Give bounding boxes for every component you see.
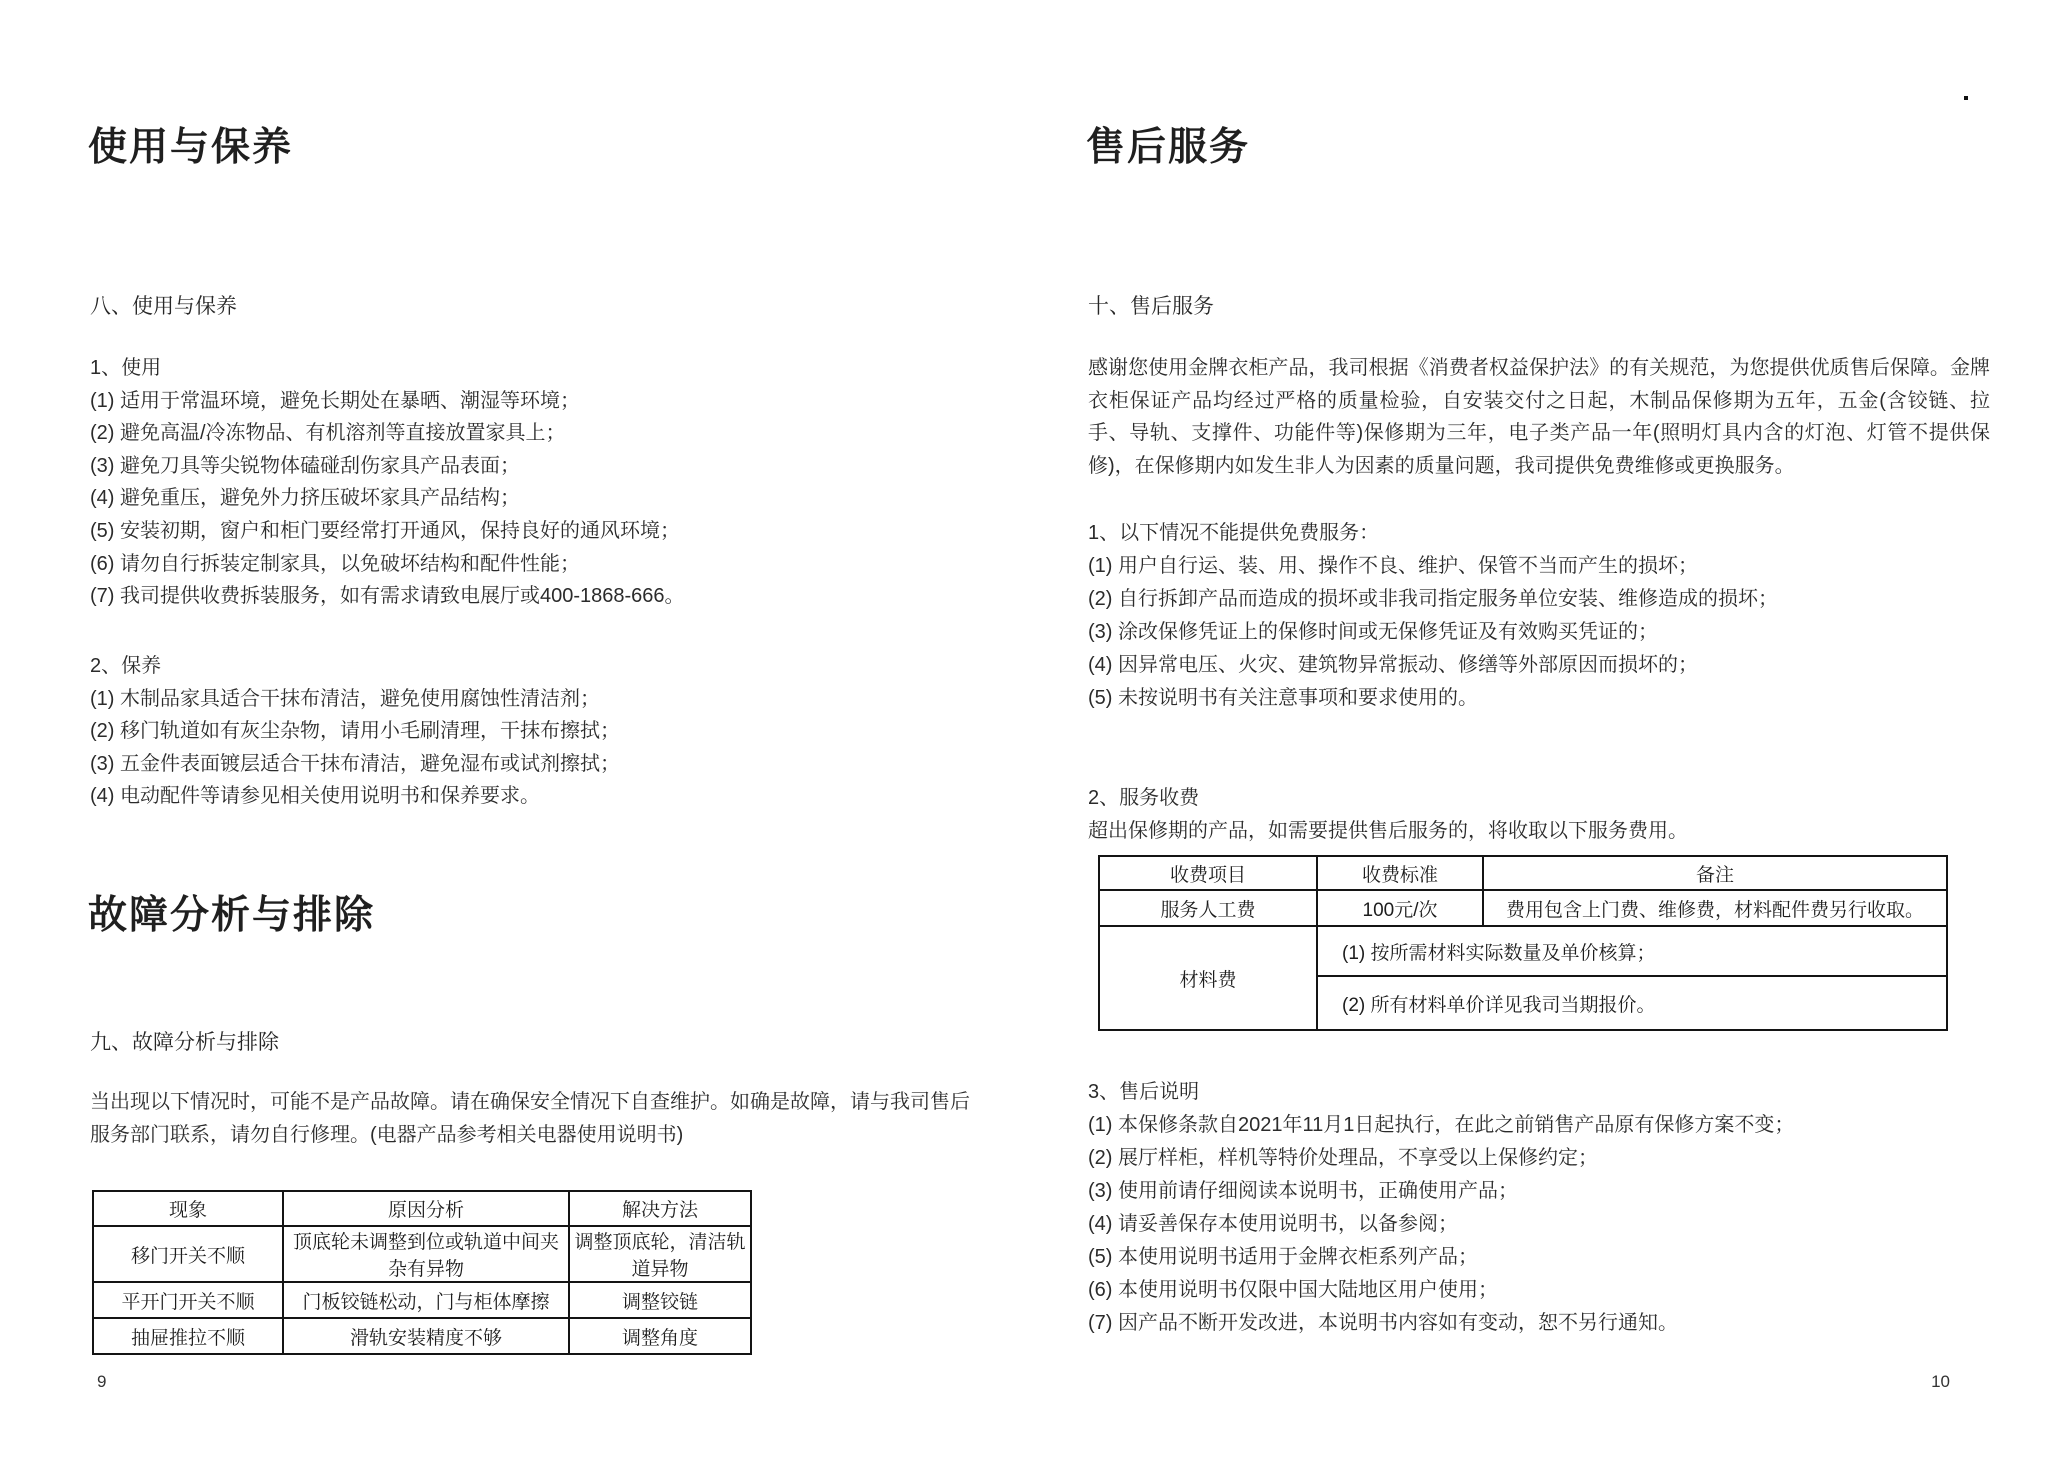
- cell-cause: 门板铰链松动，门与柜体摩擦: [283, 1282, 569, 1318]
- table-row: [93, 1226, 751, 1282]
- section-heading-fault: 九、故障分析与排除: [90, 1031, 279, 1054]
- cell-material-note-2: (2) 所有材料单价详见我司当期报价。: [1317, 976, 1947, 1030]
- fee-col-remark: 备注: [1483, 856, 1947, 890]
- fee-heading-block: [1088, 782, 1688, 848]
- free-service-list: [1088, 517, 1778, 715]
- cell-solution: 调整角度: [569, 1318, 751, 1354]
- list-item: (4) 请妥善保存本使用说明书，以备参阅；: [1088, 1213, 1458, 1235]
- list-item: (4) 避免重压，避免外力挤压破坏家具产品结构；: [90, 487, 520, 510]
- list-item: (5) 安装初期，窗户和柜门要经常打开通风，保持良好的通风环境；: [90, 519, 680, 542]
- cell-fee-remark: 费用包含上门费、维修费，材料配件费另行收取。: [1483, 890, 1947, 926]
- list-item: (3) 五金件表面镀层适合干抹布清洁，避免湿布或试剂擦拭；: [90, 752, 620, 775]
- section-heading-use-care: 八、使用与保养: [90, 295, 237, 318]
- fault-col-solution: 解决方法: [569, 1191, 751, 1226]
- cell-phenomenon: 抽屉推拉不顺: [93, 1318, 283, 1354]
- list-item: (3) 涂改保修凭证上的保修时间或无保修凭证及有效购买凭证的；: [1088, 621, 1658, 643]
- list-item: (2) 自行拆卸产品而造成的损坏或非我司指定服务单位安装、维修造成的损坏；: [1088, 588, 1778, 610]
- left-page-title-use-care: 使用与保养: [88, 126, 294, 169]
- fee-table: [1098, 855, 1948, 1031]
- list-item: (2) 移门轨道如有灰尘杂物，请用小毛刷清理，干抹布擦拭；: [90, 720, 620, 743]
- fee-intro: 超出保修期的产品，如需要提供售后服务的，将收取以下服务费用。: [1088, 820, 1688, 842]
- list-item: (7) 我司提供收费拆装服务，如有需求请致电展厅或400-1868-666。: [90, 585, 685, 608]
- notes-title: 3、售后说明: [1088, 1081, 1200, 1103]
- table-row: [1099, 926, 1947, 976]
- use-list-title: 1、使用: [90, 357, 162, 379]
- fault-col-cause: 原因分析: [283, 1191, 569, 1226]
- list-item: (1) 本保修条款自2021年11月1日起执行，在此之前销售产品原有保修方案不变；: [1088, 1114, 1795, 1136]
- cell-cause: 顶底轮未调整到位或轨道中间夹杂有异物: [283, 1226, 569, 1282]
- fee-col-item: 收费项目: [1099, 856, 1317, 890]
- cell-solution: 调整顶底轮，清洁轨道异物: [569, 1226, 751, 1282]
- cell-material-label: 材料费: [1099, 926, 1317, 1030]
- cell-fee-standard: 100元/次: [1317, 890, 1483, 926]
- table-header-row: [1099, 856, 1947, 890]
- list-item: (1) 适用于常温环境，避免长期处在暴晒、潮湿等环境；: [90, 389, 580, 412]
- list-item: (6) 请勿自行拆装定制家具，以免破坏结构和配件性能；: [90, 552, 580, 575]
- list-item: (5) 本使用说明书适用于金牌衣柜系列产品；: [1088, 1246, 1478, 1268]
- list-item: (1) 用户自行运、装、用、操作不良、维护、保管不当而产生的损坏；: [1088, 555, 1698, 577]
- page-number-left: 9: [97, 1372, 107, 1391]
- cell-solution: 调整铰链: [569, 1282, 751, 1318]
- fault-col-phenomenon: 现象: [93, 1191, 283, 1226]
- list-item: (5) 未按说明书有关注意事项和要求使用的。: [1088, 687, 1478, 709]
- list-item: (4) 电动配件等请参见相关使用说明书和保养要求。: [90, 785, 540, 808]
- table-row: [1099, 890, 1947, 926]
- print-mark-dot: [1964, 96, 1968, 100]
- list-item: (3) 避免刀具等尖锐物体磕碰刮伤家具产品表面；: [90, 454, 520, 477]
- fee-col-standard: 收费标准: [1317, 856, 1483, 890]
- cell-material-note-1: (1) 按所需材料实际数量及单价核算；: [1317, 926, 1947, 976]
- section-heading-after-sale: 十、售后服务: [1088, 295, 1214, 318]
- table-row: [93, 1318, 751, 1354]
- care-list: [90, 650, 620, 813]
- list-item: (1) 木制品家具适合干抹布清洁，避免使用腐蚀性清洁剂；: [90, 687, 600, 710]
- after-sale-notes-list: [1088, 1076, 1794, 1340]
- fault-table: [92, 1190, 752, 1355]
- right-page-title: 售后服务: [1086, 126, 1251, 169]
- list-item: (4) 因异常电压、火灾、建筑物异常振动、修缮等外部原因而损坏的；: [1088, 654, 1698, 676]
- list-item: (2) 展厅样柜，样机等特价处理品，不享受以上保修约定；: [1088, 1147, 1598, 1169]
- list-item: (7) 因产品不断开发改进，本说明书内容如有变动，恕不另行通知。: [1088, 1312, 1678, 1334]
- page-number-right: 10: [1931, 1372, 1950, 1391]
- table-row: [93, 1282, 751, 1318]
- cell-phenomenon: 平开门开关不顺: [93, 1282, 283, 1318]
- after-sale-intro-paragraph: 感谢您使用金牌衣柜产品，我司根据《消费者权益保护法》的有关规范，为您提供优质售后保障。金牌衣柜保证产品均经过严格的质量检验，自安装交付之日起，木制品保修期为五年，五金(含铰链、拉手、导轨、支撑件、功能件等)保修期为三年，电子类产品一年(照明灯具内含的灯泡、灯管不提供保修)，在保修期内如发生非人为因素的质量问题，我司提供免费维修或更换服务。: [1088, 357, 1990, 477]
- left-page-title-fault: 故障分析与排除: [88, 894, 376, 937]
- table-header-row: [93, 1191, 751, 1226]
- free-service-title: 1、以下情况不能提供免费服务：: [1088, 522, 1380, 544]
- fee-title: 2、服务收费: [1088, 787, 1200, 809]
- list-item: (6) 本使用说明书仅限中国大陆地区用户使用；: [1088, 1279, 1498, 1301]
- list-item: (2) 避免高温/冷冻物品、有机溶剂等直接放置家具上；: [90, 422, 566, 445]
- cell-fee-item: 服务人工费: [1099, 890, 1317, 926]
- list-item: (3) 使用前请仔细阅读本说明书，正确使用产品；: [1088, 1180, 1518, 1202]
- fault-intro-paragraph: 当出现以下情况时，可能不是产品故障。请在确保安全情况下自查维护。如确是故障，请与我司售后服务部门联系，请勿自行修理。(电器产品参考相关电器使用说明书): [90, 1091, 970, 1146]
- care-list-title: 2、保养: [90, 655, 162, 677]
- cell-phenomenon: 移门开关不顺: [93, 1226, 283, 1282]
- cell-cause: 滑轨安装精度不够: [283, 1318, 569, 1354]
- use-list: [90, 352, 685, 613]
